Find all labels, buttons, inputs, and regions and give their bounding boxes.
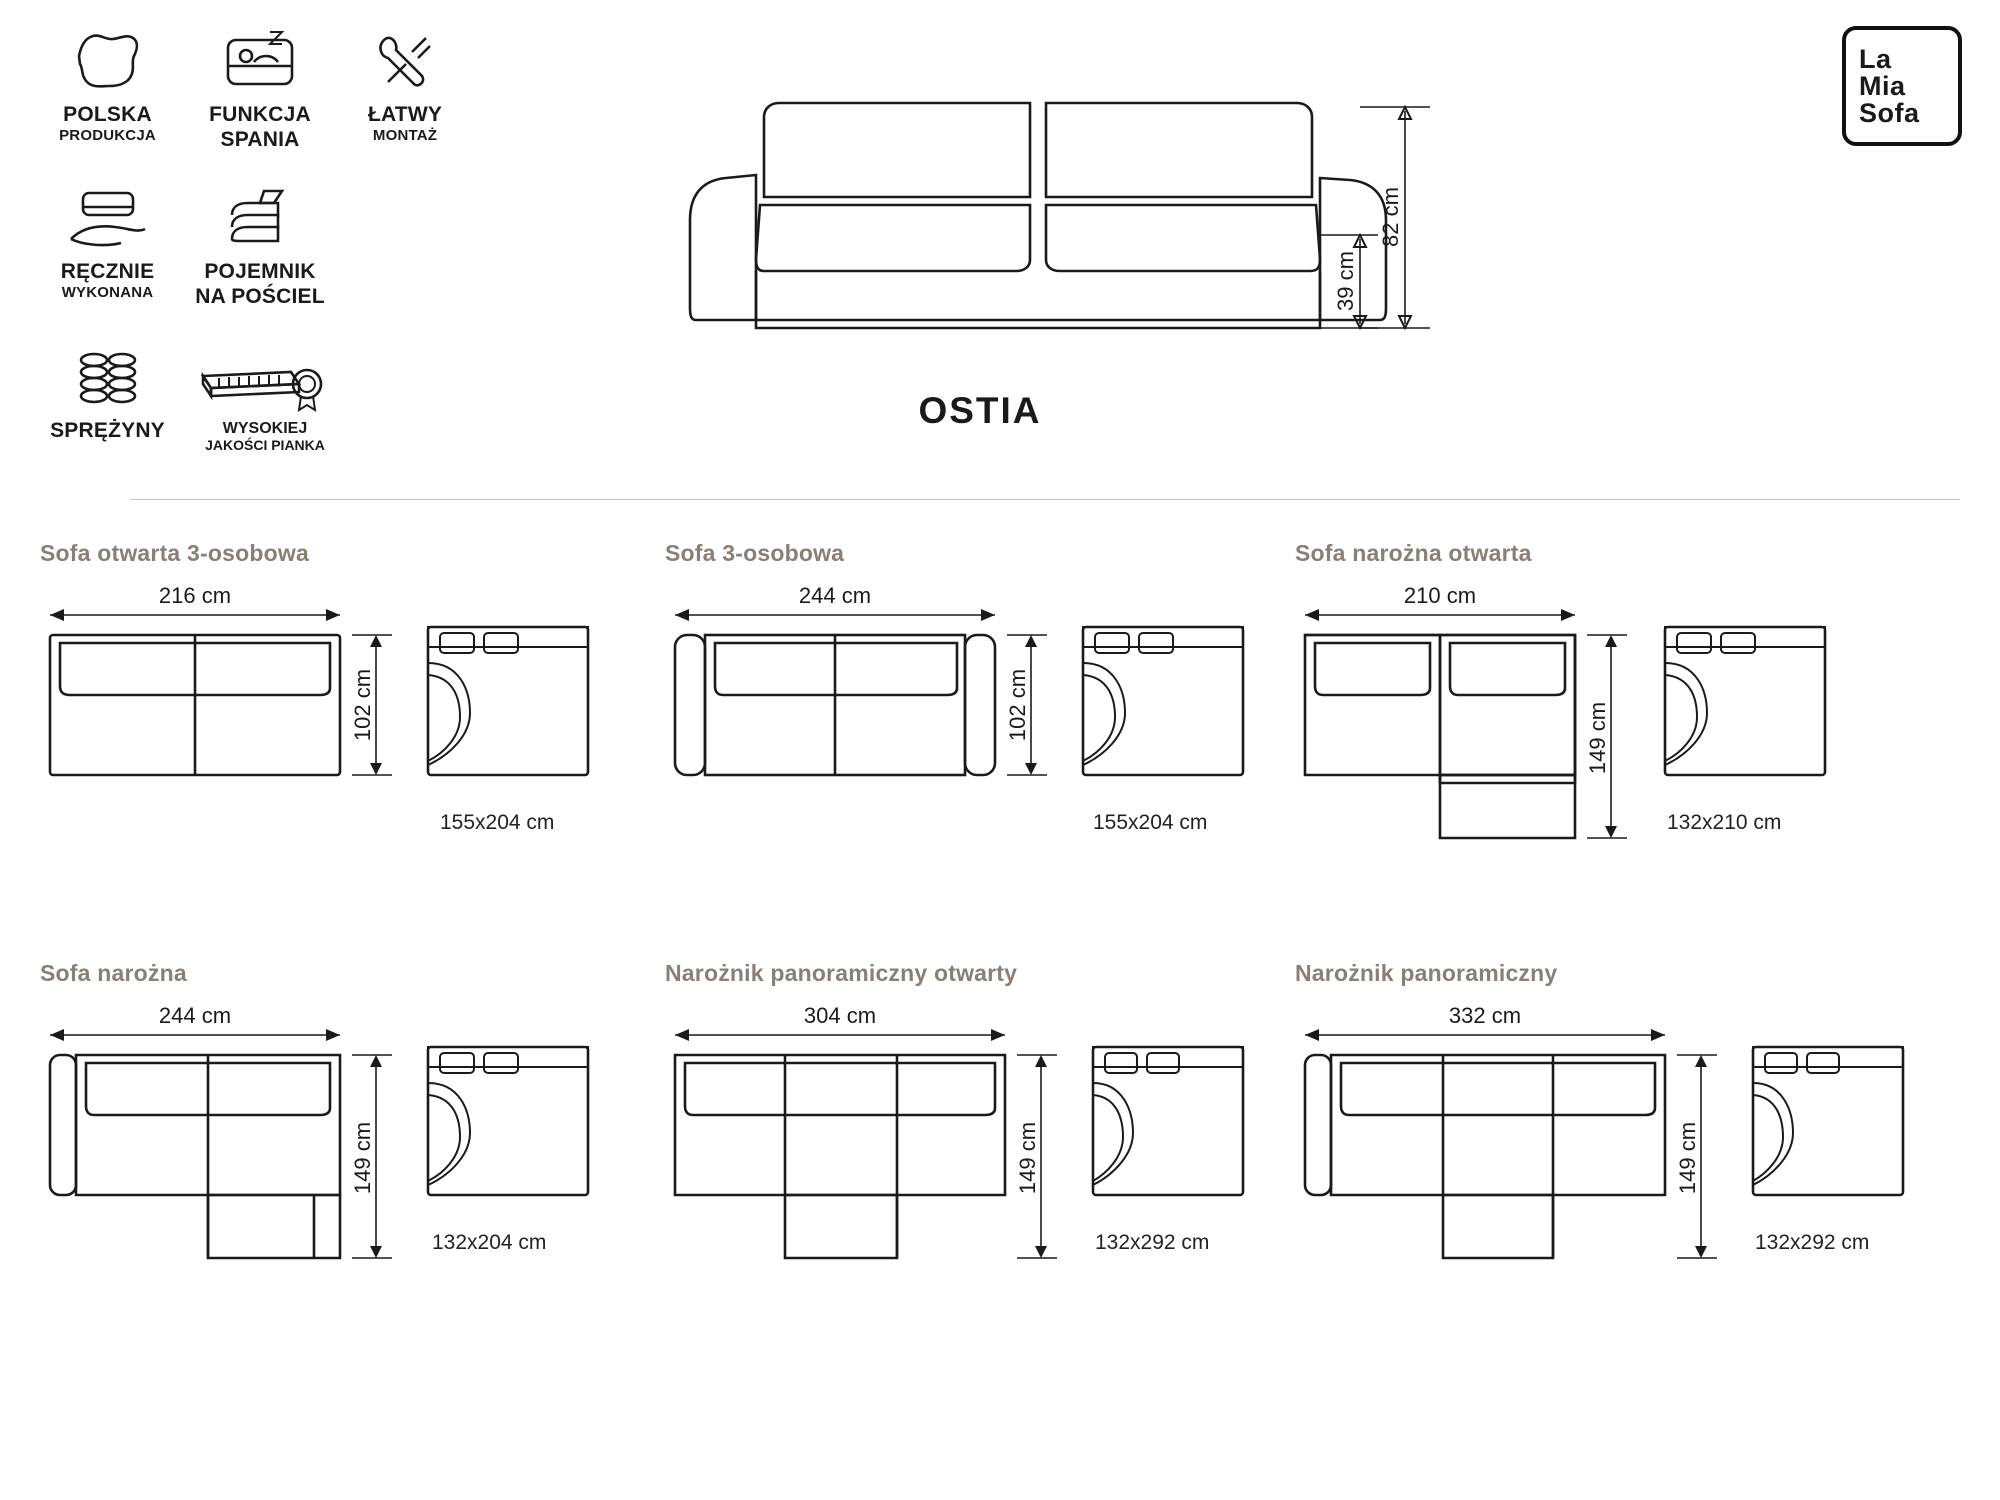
feature-badges	[30, 20, 500, 453]
variant-bed-label: 132x204 cm	[432, 1231, 547, 1254]
variant-bed-label: 155x204 cm	[1093, 811, 1208, 834]
hero-sofa-drawing	[660, 45, 1420, 345]
feature-row-1	[30, 20, 500, 151]
feature-label-line2: SPANIA	[220, 128, 300, 152]
variant-title: Narożnik panoramiczny	[1295, 960, 1558, 986]
feature-label-line1: FUNKCJA	[209, 103, 311, 126]
variant-sofa-3-osobowa	[665, 540, 1285, 883]
hero-height-seat-label: 39 cm	[1333, 251, 1358, 311]
springs-icon	[68, 336, 148, 414]
variant-depth-label: 149 cm	[350, 1121, 375, 1195]
variant-title: Sofa narożna otwarta	[1295, 540, 1532, 566]
variant-title: Narożnik panoramiczny otwarty	[665, 960, 1018, 986]
feature-label-line1: POLSKA	[63, 103, 152, 126]
feature-label-line1: POJEMNIK	[204, 260, 316, 284]
variant-sofa-narozna	[40, 960, 640, 1303]
variant-width-label: 244 cm	[158, 1003, 232, 1028]
tools-icon	[368, 20, 442, 98]
feature-funkcja-spania	[185, 20, 335, 151]
feature-label-line2: NA POŚCIEL	[195, 285, 325, 309]
section-divider	[130, 499, 1960, 500]
feature-row-3	[30, 336, 500, 453]
logo-line-1: La	[1859, 43, 1892, 74]
feature-label-line2: PRODUKCJA	[59, 127, 156, 145]
feature-label-line2: MONTAŻ	[372, 127, 438, 145]
feature-latwy-montaz	[335, 20, 475, 145]
hero-sofa	[660, 45, 1403, 431]
feature-label-line1: RĘCZNIE	[60, 260, 155, 284]
variant-sofa-narozna-otwarta	[1295, 540, 1955, 883]
hand-sofa-icon	[65, 177, 151, 255]
variant-naroznik-panoramiczny-otwarty	[665, 960, 1285, 1303]
feature-label-line1: ŁATWY	[367, 103, 443, 126]
variant-bed-label: 132x292 cm	[1095, 1231, 1210, 1254]
feature-wysokiej-jakosci-pianka	[185, 336, 345, 453]
variant-width-label: 304 cm	[803, 1003, 877, 1028]
sleeping-person-icon	[220, 20, 300, 98]
variant-width-label: 332 cm	[1448, 1003, 1522, 1028]
feature-polska-produkcja	[30, 20, 185, 145]
feature-recznie-wykonana	[30, 177, 185, 302]
model-name: OSTIA	[918, 390, 1042, 431]
variant-depth-label: 149 cm	[1015, 1121, 1040, 1195]
variant-depth-label: 102 cm	[1005, 668, 1030, 742]
feature-label-line2: JAKOŚCI PIANKA	[205, 436, 325, 453]
feature-row-2	[30, 177, 500, 308]
variant-bed-label: 132x210 cm	[1667, 811, 1782, 834]
feature-label-line1: SPRĘŻYNY	[50, 419, 165, 443]
variant-naroznik-panoramiczny	[1295, 960, 1975, 1303]
variant-sofa-otwarta-3-osobowa	[40, 540, 640, 883]
variant-title: Sofa narożna	[40, 960, 187, 986]
feature-label-line1: WYSOKIEJ	[222, 420, 308, 438]
bedding-box-icon	[220, 177, 300, 255]
variant-title: Sofa 3-osobowa	[665, 540, 845, 566]
variant-title: Sofa otwarta 3-osobowa	[40, 540, 309, 566]
variant-bed-label: 155x204 cm	[440, 811, 555, 834]
foam-quality-icon	[195, 336, 335, 414]
variant-depth-label: 149 cm	[1585, 701, 1610, 775]
variant-bed-label: 132x292 cm	[1755, 1231, 1870, 1254]
logo-line-2: Mia	[1859, 70, 1906, 101]
feature-label-line2: WYKONANA	[61, 284, 154, 302]
variant-depth-label: 149 cm	[1675, 1121, 1700, 1195]
feature-pojemnik-na-posciel	[185, 177, 335, 308]
variant-width-label: 244 cm	[798, 583, 872, 608]
variant-width-label: 210 cm	[1403, 583, 1477, 608]
poland-map-icon	[71, 20, 145, 98]
variant-width-label: 216 cm	[158, 583, 232, 608]
variant-depth-label: 102 cm	[350, 668, 375, 742]
feature-sprezyny	[30, 336, 185, 442]
logo-line-3: Sofa	[1859, 97, 1920, 128]
hero-height-total-label: 82 cm	[1378, 187, 1403, 247]
brand-logo	[1842, 26, 1962, 146]
